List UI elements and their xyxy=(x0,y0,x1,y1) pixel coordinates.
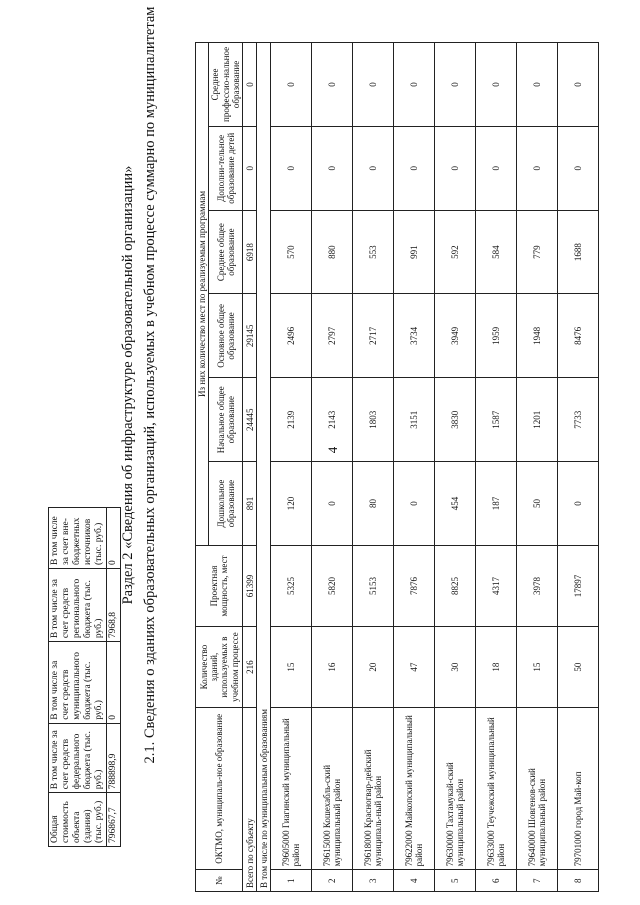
row-municipality: 79701000 город Май-коп xyxy=(558,708,599,870)
row-value: 187 xyxy=(476,462,517,546)
row-value: 584 xyxy=(476,210,517,294)
row-value: 1959 xyxy=(476,294,517,378)
row-municipality: 79615000 Кошехабль-ский муниципальный район xyxy=(312,708,353,870)
row-value: 3830 xyxy=(435,378,476,462)
total-cell: 0 xyxy=(243,43,257,127)
row-value: 5325 xyxy=(271,545,312,626)
row-value: 2139 xyxy=(271,378,312,462)
row-municipality: 79640000 Шовгенов-ский муниципальный район xyxy=(517,708,558,870)
row-value: 17897 xyxy=(558,545,599,626)
row-value: 8476 xyxy=(558,294,599,378)
row-value: 1587 xyxy=(476,378,517,462)
row-value: 880 xyxy=(312,210,353,294)
cost-value-extrabudget: 0 xyxy=(106,508,120,569)
row-value: 3151 xyxy=(394,378,435,462)
cost-header-federal: В том числе за счет средств федерального бюджета (тыс. руб.) xyxy=(49,723,107,792)
row-value: 5153 xyxy=(353,545,394,626)
cost-value-regional: 7968,8 xyxy=(106,568,120,641)
row-number: 5 xyxy=(435,870,476,892)
total-cell: 0 xyxy=(243,126,257,210)
total-cell: 24445 xyxy=(243,378,257,462)
cost-header-total: Общая стоимость объекта (здания) (тыс. руб.) xyxy=(49,793,107,847)
cost-header-municipal: В том числе за счет средств муниципального бюджета (тыс. руб.) xyxy=(49,642,107,724)
table-row xyxy=(394,43,435,892)
table-row xyxy=(517,43,558,892)
row-municipality: 79605000 Гиагинский муниципальный район xyxy=(271,708,312,870)
row-value: 0 xyxy=(353,126,394,210)
cost-value-municipal: 0 xyxy=(106,642,120,724)
row-value: 0 xyxy=(476,126,517,210)
header-additional: Дополни-тельное образование детей xyxy=(209,126,243,210)
row-value: 8825 xyxy=(435,545,476,626)
header-preschool: Дошкольное образование xyxy=(209,462,243,546)
header-vocational: Среднее профессио-нальное образование xyxy=(209,43,243,127)
header-no: № xyxy=(196,870,243,892)
total-cell: 216 xyxy=(243,627,257,708)
row-value: 50 xyxy=(558,627,599,708)
cost-header-extrabudget: В том числе за счет вне-бюджетных источников (тыс. руб.) xyxy=(49,508,107,569)
row-value: 2717 xyxy=(353,294,394,378)
table-row xyxy=(558,43,599,892)
row-value: 16 xyxy=(312,627,353,708)
header-programs-group: Из них количество мест по реализуемым программам xyxy=(196,43,209,546)
total-cell: 891 xyxy=(243,462,257,546)
total-label: Всего по субъекту xyxy=(243,708,257,892)
total-cell: 6918 xyxy=(243,210,257,294)
row-number: 4 xyxy=(394,870,435,892)
row-value: 0 xyxy=(517,126,558,210)
row-value: 0 xyxy=(394,126,435,210)
table-row xyxy=(476,43,517,892)
row-value: 0 xyxy=(394,462,435,546)
row-value: 592 xyxy=(435,210,476,294)
row-value: 0 xyxy=(312,462,353,546)
row-value: 3734 xyxy=(394,294,435,378)
row-value: 1803 xyxy=(353,378,394,462)
section-title: Раздел 2 «Сведения об инфраструктуре образовательной организации» xyxy=(120,165,136,605)
row-value: 991 xyxy=(394,210,435,294)
row-value: 7733 xyxy=(558,378,599,462)
row-value: 15 xyxy=(517,627,558,708)
header-primary: Начальное общее образование xyxy=(209,378,243,462)
row-number: 7 xyxy=(517,870,558,892)
table-row xyxy=(435,43,476,892)
row-value: 18 xyxy=(476,627,517,708)
row-municipality: 79618000 Красногвар-дейский муниципаль-ный район xyxy=(353,708,394,870)
row-value: 7876 xyxy=(394,545,435,626)
header-buildings: Количество зданий, используемых в учебном процессе xyxy=(196,627,243,708)
row-value: 15 xyxy=(271,627,312,708)
cost-value-federal: 788898,9 xyxy=(106,723,120,792)
row-municipality: 79622000 Майкопский муниципальный район xyxy=(394,708,435,870)
total-cell: 61399 xyxy=(243,545,257,626)
header-capacity: Проектная мощность, мест xyxy=(196,545,243,626)
row-value: 1688 xyxy=(558,210,599,294)
row-number: 1 xyxy=(271,870,312,892)
cost-value-total: 796867,7 xyxy=(106,793,120,847)
row-value: 47 xyxy=(394,627,435,708)
row-value: 0 xyxy=(558,126,599,210)
row-value: 3949 xyxy=(435,294,476,378)
row-value: 553 xyxy=(353,210,394,294)
row-value: 80 xyxy=(353,462,394,546)
buildings-table xyxy=(195,42,599,892)
row-value: 1201 xyxy=(517,378,558,462)
row-value: 4317 xyxy=(476,545,517,626)
cost-header-regional: В том числе за счет средств регионального бюджета (тыс. руб.) xyxy=(49,568,107,641)
row-number: 6 xyxy=(476,870,517,892)
by-municipal-label: В том числе по муниципальным образованиям xyxy=(257,43,271,892)
row-value: 3978 xyxy=(517,545,558,626)
row-value: 0 xyxy=(271,43,312,127)
row-value: 30 xyxy=(435,627,476,708)
row-value: 2797 xyxy=(312,294,353,378)
row-value: 2496 xyxy=(271,294,312,378)
row-value: 0 xyxy=(394,43,435,127)
row-value: 0 xyxy=(476,43,517,127)
subsection-title: 2.1. Сведения о зданиях образовательных организаций, используемых в учебном процессе суммарно по муниципалитетам xyxy=(142,6,158,764)
row-municipality: 79630000 Тахтамукай-ский муниципальный район xyxy=(435,708,476,870)
table-row xyxy=(271,43,312,892)
row-value: 0 xyxy=(435,43,476,127)
row-value: 0 xyxy=(558,43,599,127)
row-value: 120 xyxy=(271,462,312,546)
row-value: 0 xyxy=(558,462,599,546)
row-value: 0 xyxy=(517,43,558,127)
municipal-rows xyxy=(271,43,599,892)
row-value: 20 xyxy=(353,627,394,708)
row-number: 3 xyxy=(353,870,394,892)
row-number: 8 xyxy=(558,870,599,892)
row-value: 50 xyxy=(517,462,558,546)
row-value: 454 xyxy=(435,462,476,546)
row-value: 779 xyxy=(517,210,558,294)
row-value: 0 xyxy=(353,43,394,127)
header-oktmo: ОКТМО, муниципаль-ное образование xyxy=(196,708,243,870)
page-number: 4 xyxy=(325,446,340,454)
row-value: 2143 xyxy=(312,378,353,462)
cost-table xyxy=(48,507,121,847)
header-basic: Основное общее образование xyxy=(209,294,243,378)
total-cell: 29145 xyxy=(243,294,257,378)
row-value: 0 xyxy=(312,126,353,210)
row-value: 0 xyxy=(312,43,353,127)
row-value: 1948 xyxy=(517,294,558,378)
row-value: 570 xyxy=(271,210,312,294)
header-secondary: Среднее общее образование xyxy=(209,210,243,294)
row-value: 0 xyxy=(435,126,476,210)
table-row xyxy=(353,43,394,892)
row-value: 0 xyxy=(271,126,312,210)
row-value: 5820 xyxy=(312,545,353,626)
row-municipality: 79633000 Теучежский муниципальный район xyxy=(476,708,517,870)
table-row xyxy=(312,43,353,892)
row-number: 2 xyxy=(312,870,353,892)
